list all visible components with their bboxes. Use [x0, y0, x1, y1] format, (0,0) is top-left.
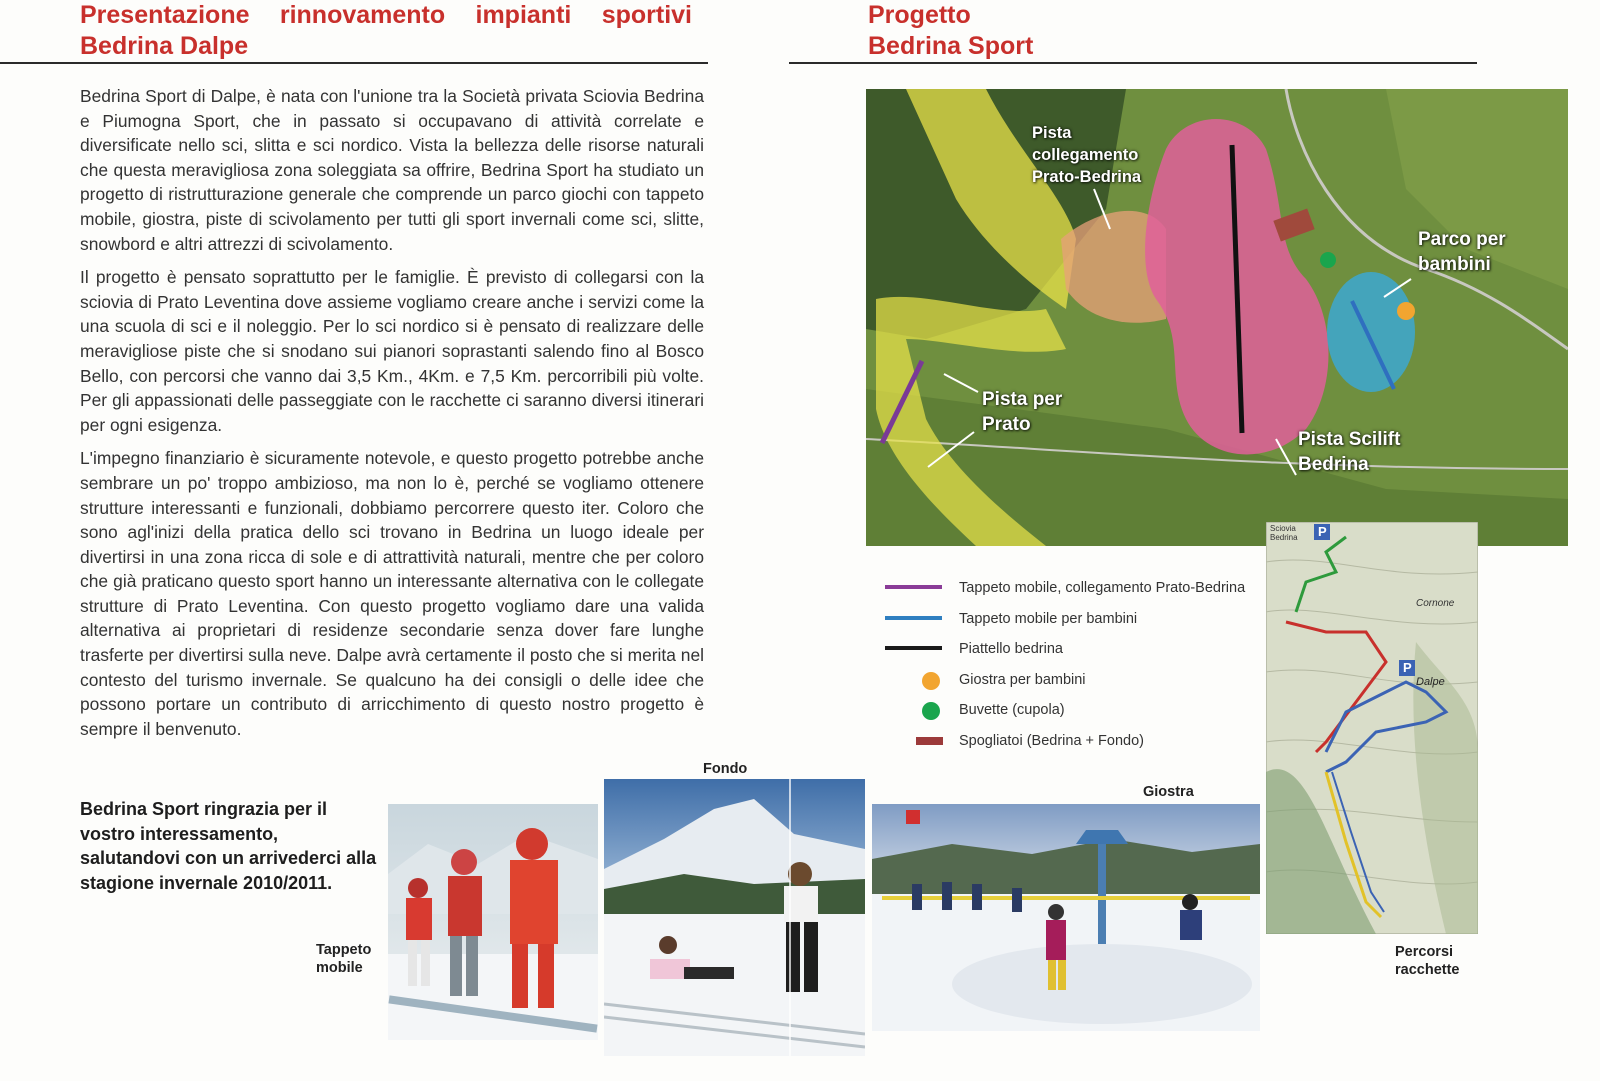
caption-tappeto [316, 941, 386, 977]
aerial-map [866, 89, 1568, 546]
cross-country-illustration [604, 779, 865, 1056]
photo-fondo [604, 779, 865, 1056]
place-sciovia: Sciovia Bedrina [1270, 524, 1298, 542]
carousel-illustration [872, 804, 1260, 1031]
left-title-line1: Presentazione rinnovamento impianti sportivi [80, 1, 692, 29]
paragraph-3: L'impegno finanziario è sicuramente notevole, e questo progetto potrebbe anche sembrare un po' troppo ambizioso, ma non lo è, perché se vogliamo ottenere strutture interessanti e funzionali, dobbiamo percorrere questo iter. Coloro che sono agl'inizi della pratica dello sci trovano in Bedrina un luogo ideale per divertirsi in una zona ricca di sole e di attrattività naturali, mentre che per coloro che già praticano questo sport hanno un interessante alternativa con le collegate strutture di Prato Leventina. Con questo progetto vogliamo dare una valida alternativa ai proprietari di residenze secondarie senza dover fare lunghe trasferte per divertirsi sulla neve. Dalpe avrà certamente il posto che si merita nel contesto del turismo invernale. Se qualcuno ha dei consigli o delle idee che possono portare un contributo di arricchimento di questo nostro progetto è sempre il benvenuto. [80, 448, 704, 739]
photo-tappeto-mobile [388, 804, 598, 1040]
legend-item-blue-carpet [885, 611, 1275, 642]
legend-label: Tappeto mobile per bambini [959, 610, 1138, 627]
parking-sign-2: P [1403, 660, 1412, 675]
legend-green-dot [922, 702, 940, 720]
legend-item-buvette [885, 702, 1275, 733]
legend-label: Tappeto mobile, collegamento Prato-Bedrina [959, 580, 1246, 596]
legend-item-purple-carpet [885, 580, 1275, 611]
place-dalpe: Dalpe [1416, 676, 1445, 688]
map-legend [885, 580, 1275, 764]
thanks-note: Bedrina Sport ringrazia per il vostro interessamento, salutandovi con un arrivederci alla stagione invernale 2010/2011. [80, 799, 377, 893]
caption-percorsi [1395, 943, 1475, 979]
map-label-collegamento: Pista collegamento Prato-Bedrina [1032, 124, 1142, 186]
legend-label: Giostra per bambini [959, 671, 1086, 688]
legend-orange-dot [922, 672, 940, 690]
caption-giostra-text: Giostra [1143, 784, 1194, 800]
right-title-line2: Bedrina Sport [868, 32, 1034, 60]
legend-label: Buvette (cupola) [959, 702, 1065, 719]
legend-label: Piattello bedrina [959, 641, 1063, 658]
place-cornone: Cornone [1416, 598, 1455, 609]
paragraph-2: Il progetto è pensato soprattutto per le famiglie. È previsto di collegarsi con la sciovia di Prato Leventina dove assieme vogliamo creare anche i servizi come la una scuola di sci e il noleggio. Per lo sci nordico si è pensato di realizzare delle meravigliose piste che si snodano sui pianori soprastanti salendo fino al Bosco Bello, con percorsi che vanno dai 3,5 Km., 4Km. e 7,5 Km. percorribili più volte. Per gli appassionati delle passeggiate con le racchette ci saranno diversi itinerari per ogni esigenza. [80, 267, 704, 435]
aerial-map-svg [866, 89, 1568, 546]
legend-red-rect [916, 737, 943, 745]
map-label-parco: Parco per bambini [1418, 229, 1506, 275]
map-label-prato: Pista per Prato [982, 389, 1063, 435]
kids-skiing-illustration [388, 804, 598, 1040]
legend-label: Spogliatoi (Bedrina + Fondo) [959, 732, 1144, 749]
photo-giostra [872, 804, 1260, 1031]
legend-black-line [885, 646, 942, 650]
caption-fondo-text: Fondo [703, 761, 748, 777]
parking-sign-1: P [1318, 524, 1327, 539]
right-title [868, 0, 1268, 62]
left-title-rule [0, 62, 708, 64]
right-title-rule [789, 62, 1477, 64]
right-title-line1: Progetto [868, 1, 971, 29]
caption-percorsi-text: Percorsi racchette [1395, 944, 1460, 978]
left-body-text [80, 84, 704, 750]
legend-item-giostra [885, 672, 1275, 703]
paragraph-1: Bedrina Sport di Dalpe, è nata con l'unione tra la Società privata Sciovia Bedrina e Piumogna Sport, che in passato si occupavano di attività correlate e diversificate nello sci, slitta e sci nordico. Vista la bellezza delle risorse naturali che questa meravigliosa zona soleggiata sa offrire, Bedrina Sport ha studiato un progetto di ristrutturazione generale che comprende un parco giochi con tappeto mobile, giostra, piste di scivolamento per tutti gli sport invernali come sci, slitte, snowbord e altri attrezzi di scivolamento. [80, 86, 704, 254]
legend-purple-line [885, 585, 942, 589]
left-title-line2: Bedrina Dalpe [80, 32, 249, 60]
topo-map [1266, 522, 1478, 934]
map-label-scilift: Pista Scilift Bedrina [1298, 429, 1401, 475]
legend-item-spogliatoi [885, 733, 1275, 764]
caption-giostra [1143, 783, 1194, 801]
caption-tappeto-text: Tappeto mobile [316, 942, 372, 976]
legend-item-lift [885, 641, 1275, 672]
caption-fondo [703, 760, 747, 778]
legend-blue-line [885, 616, 942, 620]
topo-map-svg [1266, 522, 1478, 934]
left-title [80, 0, 692, 62]
